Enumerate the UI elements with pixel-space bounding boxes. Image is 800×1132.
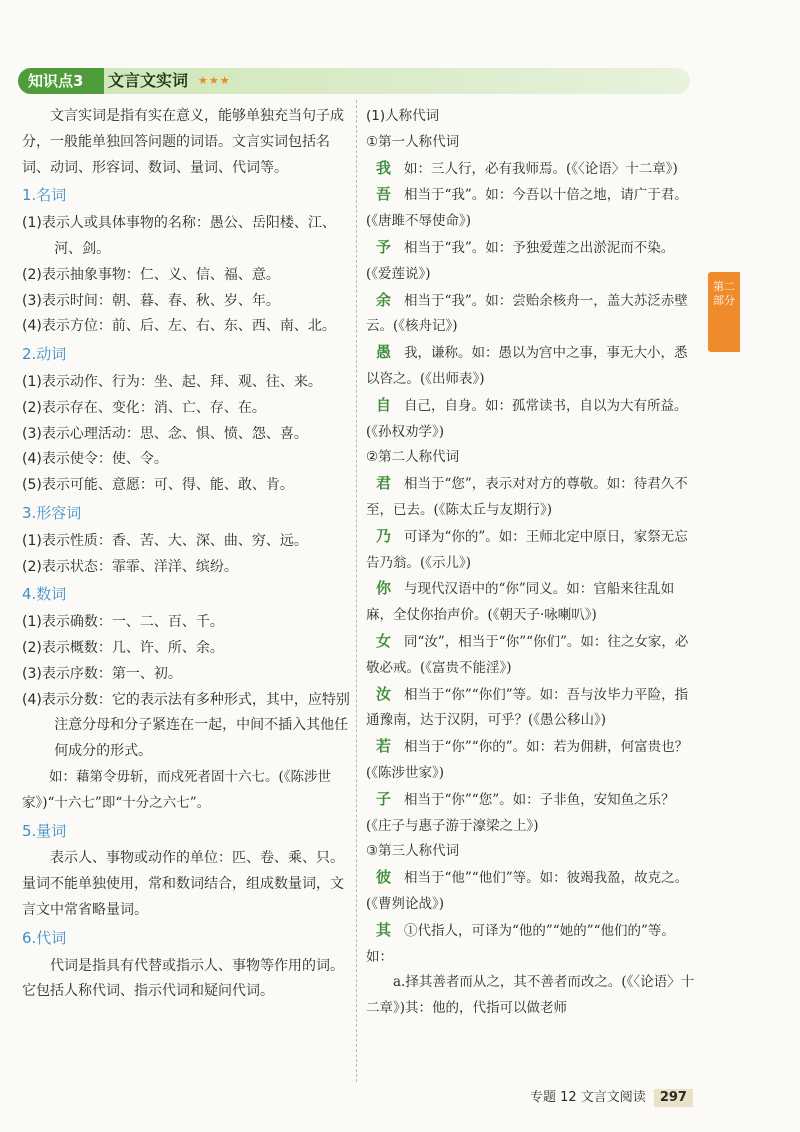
section-pronouns (22, 926, 352, 1005)
pronoun-desc: 相当于“他”“他们”等。如：彼竭我盈，故克之。(《曹刿论战》) (366, 870, 689, 912)
list-item: (2)表示抽象事物：仁、义、信、福、意。 (22, 266, 280, 283)
section-title: 2.动词 (22, 345, 67, 364)
pronoun-word: 予 (376, 237, 392, 256)
pronoun-desc: 同“汝”，相当于“你”“你们”。如：往之女家，必敬必戒。(《富贵不能淫》) (366, 633, 689, 676)
list-item: (3)表示心理活动：思、念、惧、愤、怨、喜。 (22, 425, 308, 442)
pronoun-word: 若 (376, 737, 392, 756)
pronoun-entry (366, 393, 698, 446)
section-numerals (22, 582, 352, 816)
page-footer (530, 1089, 693, 1107)
pronoun-entry (366, 682, 698, 735)
section-title: 1.名词 (22, 186, 67, 205)
pronoun-desc: ①代指人，可译为“他的”“她的”“他们的”等。如： (366, 922, 675, 965)
section-title: 3.形容词 (22, 503, 82, 522)
pronoun-desc: 相当于“我”。如：今吾以十倍之地，请广于君。(《唐雎不辱使命》) (366, 187, 688, 230)
list-item: (4)表示分数：它的表示法有多种形式，其中，应特别注意分母和分子紧连在一起，中间不插入其他任何成分的形式。 (22, 691, 350, 760)
group-title: ②第二人称代词 (366, 449, 460, 466)
pronoun-entry (366, 340, 698, 393)
knowledge-point-title: 文言文实词 (108, 71, 189, 90)
pronoun-word: 子 (376, 789, 392, 808)
section-title: 6.代词 (22, 928, 67, 947)
pronoun-word: 乃 (376, 526, 392, 545)
left-column (22, 104, 352, 1005)
pronoun-word: 余 (376, 290, 392, 309)
section-adjectives (22, 501, 352, 580)
column-divider (356, 100, 357, 1082)
pronoun-entry (366, 787, 698, 840)
list-item: (5)表示可能、意愿：可、得、能、敢、肯。 (22, 477, 294, 494)
subsection-heading: (1)人称代词 (366, 108, 440, 124)
footer-topic: 专题 12 文言文阅读 (530, 1090, 646, 1105)
pronoun-desc: 自己，自身。如：孤常读书，自以为大有所益。(《孙权劝学》) (366, 397, 688, 440)
pronoun-desc: 我，谦称。如：愚以为宫中之事，事无大小，悉以咨之。(《出师表》) (366, 345, 688, 387)
section-verbs (22, 342, 352, 499)
part-side-tab: 第二部分 (708, 272, 740, 352)
pronoun-word: 愚 (376, 343, 392, 362)
pronoun-word: 女 (376, 631, 392, 650)
pronoun-entry (366, 182, 698, 235)
pronoun-desc: 相当于“你”“你的”。如：若为佣耕，何富贵也？(《陈涉世家》) (366, 739, 689, 781)
page-number: 297 (654, 1089, 693, 1107)
section-text: 代词是指具有代替或指示人、事物等作用的词。它包括人称代词、指示代词和疑问代词。 (22, 957, 344, 1000)
pronoun-entry (366, 524, 698, 577)
list-item: (1)表示动作、行为：坐、起、拜、观、往、来。 (22, 373, 322, 390)
list-item: (1)表示人或具体事物的名称：愚公、岳阳楼、江、河、剑。 (22, 215, 336, 257)
pronoun-entry (366, 865, 698, 918)
difficulty-stars-icon: ★★★ (198, 74, 231, 87)
pronoun-desc: 如：三人行，必有我师焉。(《〈论语〉十二章》) (404, 160, 678, 177)
pronoun-entry (366, 734, 698, 787)
pronoun-word: 吾 (376, 185, 392, 204)
pronoun-entry (366, 576, 698, 629)
pronoun-word: 你 (376, 579, 392, 598)
list-item: (4)表示方位：前、后、左、右、东、西、南、北。 (22, 318, 336, 335)
knowledge-point-tag: 知识点3 (18, 68, 104, 94)
section-text: 表示人、事物或动作的单位：匹、卷、乘、只。量词不能单独使用，常和数词结合，组成数量词，文言文中常省略量词。 (22, 850, 344, 918)
list-item: (1)表示确数：一、二、百、千。 (22, 614, 224, 631)
list-item: (3)表示时间：朝、暮、春、秋、岁、年。 (22, 292, 280, 309)
pronoun-word: 彼 (376, 868, 392, 887)
pronoun-entry (366, 471, 698, 524)
pronoun-word: 汝 (376, 684, 392, 703)
pronoun-entry (366, 156, 698, 183)
group-title: ③第三人称代词 (366, 843, 460, 860)
intro-paragraph: 文言实词是指有实在意义，能够单独充当句子成分，一般能单独回答问题的词语。文言实词包括名词、动词、形容词、数词、量词、代词等。 (22, 108, 344, 176)
pronoun-word: 君 (376, 474, 392, 493)
pronoun-entry (366, 629, 698, 682)
pronoun-word: 自 (376, 395, 392, 414)
section-nouns (22, 183, 352, 340)
section-measure-words (22, 819, 352, 924)
right-column (366, 104, 698, 1022)
pronoun-desc: 相当于“我”。如：予独爱莲之出淤泥而不染。(《爱莲说》) (366, 239, 675, 282)
section-title: 5.量词 (22, 821, 67, 840)
pronoun-desc: 相当于“你”“您”。如：子非鱼，安知鱼之乐？(《庄子与惠子游于濠梁之上》) (366, 791, 675, 834)
pronoun-entry (366, 918, 698, 971)
pronoun-entry (366, 235, 698, 288)
list-item: (2)表示存在、变化：消、亡、存、在。 (22, 399, 266, 416)
pronoun-desc: 相当于“您”，表示对对方的尊敬。如：待君久不至，已去。(《陈太丘与友期行》) (366, 476, 688, 518)
pronoun-desc: 相当于“我”。如：尝贻余核舟一，盖大苏泛赤壁云。(《核舟记》) (366, 292, 688, 335)
list-item: (4)表示使令：使、令。 (22, 451, 168, 468)
group-title: ①第一人称代词 (366, 133, 460, 150)
pronoun-desc: 相当于“你”“你们”等。如：吾与汝毕力平险，指通豫南，达于汉阴，可乎？(《愚公移山》) (366, 686, 689, 729)
list-item: (2)表示状态：霏霏、洋洋、缤纷。 (22, 558, 238, 575)
section-title: 4.数词 (22, 585, 67, 604)
pronoun-word: 其 (376, 920, 392, 939)
pronoun-word: 我 (376, 158, 392, 177)
fraction-example: 如：藉第令毋斩，而戍死者固十六七。(《陈涉世家》)“十六七”即“十分之六七”。 (22, 768, 332, 811)
list-item: (1)表示性质：香、苦、大、深、曲、穷、远。 (22, 532, 308, 549)
pronoun-entry (366, 288, 698, 341)
pronoun-desc: 可译为“你的”。如：王师北定中原日，家祭无忘告乃翁。(《示儿》) (366, 528, 688, 571)
list-item: (2)表示概数：几、许、所、余。 (22, 639, 224, 656)
example-line: a.择其善者而从之，其不善者而改之。(《〈论语〉十二章》)其：他的，代指可以做老师 (366, 974, 695, 1017)
list-item: (3)表示序数：第一、初。 (22, 665, 182, 682)
pronoun-desc: 与现代汉语中的“你”同义。如：官船来往乱如麻，全仗你抬声价。(《朝天子·咏喇叭》) (366, 581, 675, 624)
